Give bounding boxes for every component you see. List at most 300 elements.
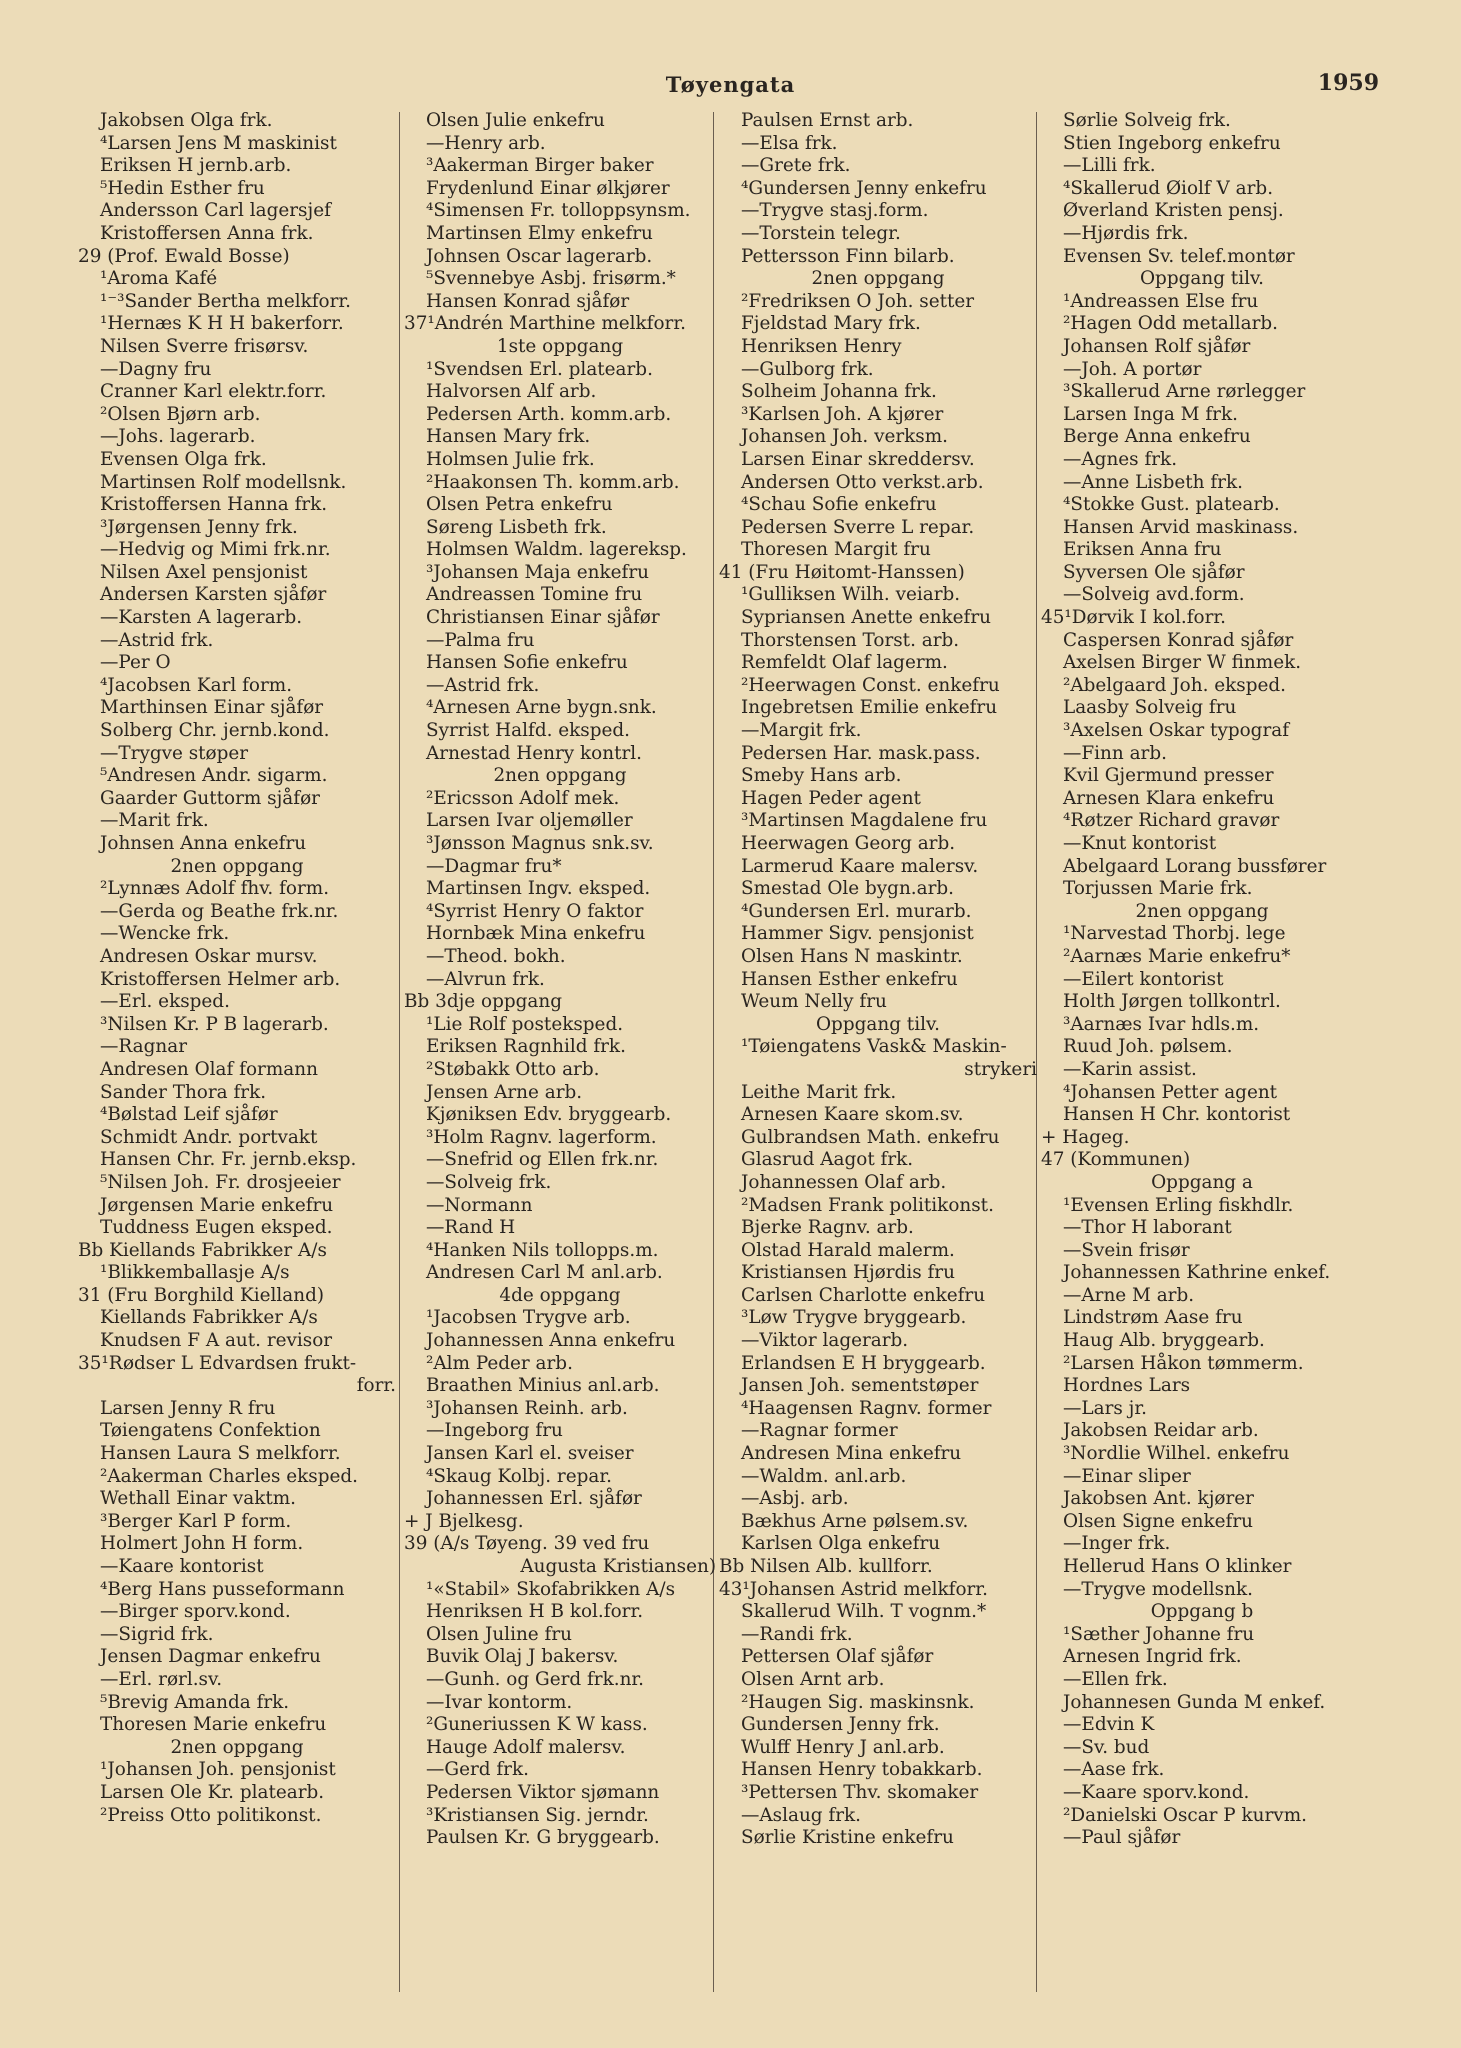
directory-entry: Holmert John H form. bbox=[100, 1533, 304, 1555]
directory-entry: Hansen Mary frk. bbox=[426, 426, 591, 448]
directory-entry: Olsen Petra enkefru bbox=[426, 494, 613, 516]
directory-entry: —Anne Lisbeth frk. bbox=[1063, 471, 1243, 493]
directory-entry: ³Martinsen Magdalene fru bbox=[741, 810, 988, 832]
directory-entry: Cranner Karl elektr.forr. bbox=[100, 381, 327, 403]
directory-entry: Martinsen Rolf modellsnk. bbox=[100, 471, 347, 493]
directory-entry: Olsen Signe enkefru bbox=[1063, 1510, 1253, 1532]
directory-entry: Hansen H Chr. kontorist bbox=[1063, 1104, 1291, 1126]
directory-entry: —Joh. A portør bbox=[1063, 358, 1202, 380]
directory-entry: —Viktor lagerarb. bbox=[741, 1330, 909, 1352]
directory-entry: —Knut kontorist bbox=[1063, 833, 1217, 854]
directory-entry: Sander Thora frk. bbox=[100, 1081, 267, 1103]
directory-entry: Jakobsen Ant. kjører bbox=[1063, 1488, 1254, 1510]
directory-entry: —Palma fru bbox=[426, 629, 535, 651]
directory-entry: Frydenlund Einar ølkjører bbox=[426, 177, 670, 199]
directory-entry: Andresen Carl M anl.arb. bbox=[426, 1262, 663, 1284]
directory-entry: —Kaare sporv.kond. bbox=[1063, 1781, 1250, 1803]
directory-entry: Andreassen Tomine fru bbox=[426, 584, 643, 606]
directory-entry: Sørlie Solveig frk. bbox=[1063, 110, 1231, 131]
directory-column-1 bbox=[78, 110, 396, 2010]
directory-entry: Stien Ingeborg enkefru bbox=[1063, 132, 1281, 154]
directory-entry: Holmsen Waldm. lagereksp. bbox=[426, 539, 687, 561]
directory-entry: ⁴Røtzer Richard gravør bbox=[1063, 810, 1280, 832]
directory-entry: ³Nordlie Wilhel. enkefru bbox=[1063, 1443, 1290, 1465]
directory-entry: Hordnes Lars bbox=[1063, 1375, 1191, 1397]
directory-entry: Torjussen Marie frk. bbox=[1063, 878, 1253, 900]
directory-entry: ³Johansen Maja enkefru bbox=[426, 561, 649, 583]
directory-entry: ¹Gulliksen Wilh. veiarb. bbox=[741, 584, 961, 606]
directory-entry: 37¹Andrén Marthine melkforr. bbox=[404, 313, 686, 335]
directory-entry: Gundersen Jenny frk. bbox=[741, 1714, 940, 1736]
directory-entry: Holmsen Julie frk. bbox=[426, 448, 595, 470]
section-heading: 2nen oppgang bbox=[170, 1736, 304, 1758]
directory-entry: Laasby Solveig fru bbox=[1063, 697, 1237, 719]
directory-entry: Smestad Ole bygn.arb. bbox=[741, 878, 955, 900]
directory-entry: Solheim Johanna frk. bbox=[741, 381, 937, 403]
section-heading: 1ste oppgang bbox=[496, 335, 624, 357]
directory-entry: forr. bbox=[356, 1375, 396, 1397]
directory-entry: Kristoffersen Helmer arb. bbox=[100, 968, 341, 990]
directory-entry: ¹Hernæs K H H bakerforr. bbox=[100, 313, 344, 335]
directory-entry: Braathen Minius anl.arb. bbox=[426, 1375, 660, 1397]
directory-entry: Arnestad Henry kontrl. bbox=[426, 742, 642, 764]
directory-entry: Hansen Konrad sjåfør bbox=[426, 290, 630, 312]
directory-entry: —Kaare kontorist bbox=[100, 1556, 264, 1577]
directory-entry: —Torstein telegr. bbox=[741, 222, 901, 244]
directory-entry: —Dagny fru bbox=[100, 358, 212, 380]
directory-entry: Thorstensen Torst. arb. bbox=[741, 629, 960, 651]
directory-entry: Andersson Carl lagersjef bbox=[100, 200, 331, 222]
directory-entry: Bb Kiellands Fabrikker A/s bbox=[78, 1239, 327, 1261]
section-heading: 4de oppgang bbox=[499, 1284, 621, 1306]
directory-entry: Hagen Peder agent bbox=[741, 787, 921, 809]
directory-entry: strykeri bbox=[964, 1058, 1037, 1080]
directory-entry: Remfeldt Olaf lagerm. bbox=[741, 652, 948, 674]
directory-entry: —Solveig avd.form. bbox=[1063, 584, 1245, 606]
directory-entry: ⁵Brevig Amanda frk. bbox=[100, 1691, 290, 1713]
directory-entry: Schmidt Andr. portvakt bbox=[100, 1126, 318, 1148]
directory-entry: —Thor H laborant bbox=[1063, 1217, 1232, 1239]
directory-entry: —Ellen frk. bbox=[1063, 1668, 1168, 1690]
directory-entry: Carlsen Charlotte enkefru bbox=[741, 1284, 986, 1306]
directory-entry: Pedersen Har. mask.pass. bbox=[741, 742, 981, 764]
directory-entry: Jansen Joh. sementstøper bbox=[741, 1375, 979, 1397]
directory-entry: ⁴Schau Sofie enkefru bbox=[741, 494, 937, 516]
directory-entry: 31 (Fru Borghild Kielland) bbox=[78, 1284, 325, 1306]
directory-entry: Hauge Adolf malersv. bbox=[426, 1736, 626, 1758]
directory-entry: —Margit frk. bbox=[741, 720, 862, 742]
directory-entry: ²Haugen Sig. maskinsnk. bbox=[741, 1691, 975, 1713]
directory-entry: ⁴Stokke Gust. platearb. bbox=[1063, 494, 1280, 516]
directory-column-4 bbox=[1041, 110, 1363, 2010]
directory-entry: Nilsen Sverre frisørsv. bbox=[100, 335, 309, 357]
directory-entry: ⁴Gundersen Erl. murarb. bbox=[741, 900, 972, 922]
directory-entry: —Paul sjåfør bbox=[1063, 1827, 1181, 1849]
directory-entry: ⁴Gundersen Jenny enkefru bbox=[741, 177, 987, 199]
directory-entry: —Trygve stasj.form. bbox=[741, 200, 929, 222]
directory-entry: Kvil Gjermund presser bbox=[1063, 765, 1274, 787]
directory-entry: Syversen Ole sjåfør bbox=[1063, 561, 1245, 583]
directory-entry: Abelgaard Lorang bussfører bbox=[1063, 855, 1327, 877]
directory-entry: Glasrud Aagot frk. bbox=[741, 1149, 914, 1171]
directory-entry: Paulsen Kr. G bryggearb. bbox=[426, 1827, 660, 1849]
directory-entry: Eriksen Anna fru bbox=[1063, 539, 1222, 561]
directory-entry: ²Larsen Håkon tømmerm. bbox=[1063, 1352, 1304, 1374]
directory-entry: 43¹Johansen Astrid melkforr. bbox=[719, 1578, 988, 1600]
directory-entry: —Ragnar former bbox=[741, 1420, 898, 1442]
directory-entry: Halvorsen Alf arb. bbox=[426, 381, 597, 403]
directory-entry: —Ragnar bbox=[100, 1036, 187, 1058]
directory-entry: —Erl. rørl.sv. bbox=[100, 1668, 223, 1690]
directory-entry: Kristoffersen Hanna frk. bbox=[100, 494, 328, 516]
directory-entry: —Edvin K bbox=[1063, 1714, 1155, 1736]
directory-entry: —Waldm. anl.arb. bbox=[741, 1465, 907, 1487]
directory-entry: ²Danielski Oscar P kurvm. bbox=[1063, 1804, 1307, 1826]
directory-entry: ³Jørgensen Jenny frk. bbox=[100, 516, 298, 538]
directory-entry: ³Jønsson Magnus snk.sv. bbox=[426, 833, 654, 854]
directory-entry: —Ingeborg fru bbox=[426, 1420, 563, 1442]
directory-entry: Eriksen H jernb.arb. bbox=[100, 155, 292, 177]
directory-entry: —Johs. lagerarb. bbox=[100, 426, 256, 448]
directory-entry: —Per O bbox=[100, 652, 171, 674]
directory-entry: Hansen Laura S melkforr. bbox=[100, 1443, 341, 1465]
directory-entry: Søreng Lisbeth frk. bbox=[426, 516, 607, 538]
directory-entry: ⁴Skallerud Øiolf V arb. bbox=[1063, 177, 1274, 199]
page-number: 1959 bbox=[1317, 70, 1379, 96]
directory-entry: ⁵Nilsen Joh. Fr. drosjeeier bbox=[100, 1171, 341, 1193]
section-heading: Oppgang b bbox=[1150, 1601, 1254, 1623]
directory-entry: —Henry arb. bbox=[426, 132, 546, 154]
directory-entry: Olsen Hans N maskintr. bbox=[741, 945, 963, 967]
directory-entry: Olsen Juline fru bbox=[426, 1623, 572, 1645]
directory-entry: ⁴Jacobsen Karl form. bbox=[100, 674, 293, 696]
directory-entry: ³Holm Ragnv. lagerform. bbox=[426, 1126, 657, 1148]
directory-entry: ²Fredriksen O Joh. setter bbox=[741, 290, 975, 312]
directory-entry: —Marit frk. bbox=[100, 810, 209, 832]
section-heading: Oppgang tilv. bbox=[1139, 268, 1265, 290]
directory-entry: Andresen Mina enkefru bbox=[741, 1443, 962, 1465]
directory-entry: Jensen Arne arb. bbox=[426, 1081, 583, 1103]
directory-entry: ²Preiss Otto politikonst. bbox=[100, 1804, 322, 1826]
directory-entry: Bækhus Arne pølsem.sv. bbox=[741, 1510, 969, 1532]
directory-entry: —Hedvig og Mimi frk.nr. bbox=[100, 539, 331, 561]
directory-entry: Bjerke Ragnv. arb. bbox=[741, 1217, 914, 1239]
directory-entry: Holth Jørgen tollkontrl. bbox=[1063, 991, 1281, 1013]
directory-entry: Bb 3dje oppgang bbox=[404, 991, 563, 1013]
directory-entry: ¹«Stabil» Skofabrikken A/s bbox=[426, 1578, 676, 1600]
directory-entry: Henriksen H B kol.forr. bbox=[426, 1601, 644, 1623]
directory-entry: Kristiansen Hjørdis fru bbox=[741, 1262, 955, 1284]
directory-entry: 39 (A/s Tøyeng. 39 ved fru bbox=[404, 1533, 650, 1555]
directory-entry: Sypriansen Anette enkefru bbox=[741, 607, 991, 629]
directory-entry: Hansen Chr. Fr. jernb.eksp. bbox=[100, 1149, 357, 1171]
directory-entry: Evensen Sv. telef.montør bbox=[1063, 245, 1295, 267]
directory-entry: Olstad Harald malerm. bbox=[741, 1239, 955, 1261]
directory-entry: —Karsten A lagerarb. bbox=[100, 607, 303, 629]
directory-entry: —Solveig frk. bbox=[426, 1171, 552, 1193]
directory-entry: Arnesen Kaare skom.sv. bbox=[741, 1104, 964, 1126]
directory-entry: 47 (Kommunen) bbox=[1041, 1149, 1191, 1171]
directory-entry: Leithe Marit frk. bbox=[741, 1081, 897, 1103]
directory-entry: ¹Johansen Joh. pensjonist bbox=[100, 1759, 336, 1781]
directory-entry: Karlsen Olga enkefru bbox=[741, 1533, 941, 1555]
directory-entry: Olsen Arnt arb. bbox=[741, 1668, 885, 1690]
directory-entry: ³Kristiansen Sig. jerndr. bbox=[426, 1804, 649, 1826]
directory-entry: —Svein frisør bbox=[1063, 1239, 1190, 1261]
directory-entry: —Randi frk. bbox=[741, 1623, 853, 1645]
directory-entry: Pedersen Arth. komm.arb. bbox=[426, 403, 672, 425]
directory-entry: —Asbj. arb. bbox=[741, 1488, 849, 1510]
directory-entry: ¹Lie Rolf posteksped. bbox=[426, 1013, 624, 1035]
directory-entry: ³Pettersen Thv. skomaker bbox=[741, 1781, 979, 1803]
directory-entry: Johannessen Olaf arb. bbox=[741, 1171, 947, 1193]
directory-columns bbox=[78, 110, 1398, 2010]
directory-entry: ¹⁻³Sander Bertha melkforr. bbox=[100, 290, 352, 312]
directory-entry: —Karin assist. bbox=[1063, 1058, 1197, 1080]
directory-entry: ¹Evensen Erling fiskhdlr. bbox=[1063, 1194, 1294, 1216]
directory-column-3 bbox=[719, 110, 1037, 2010]
directory-entry: —Gerd frk. bbox=[426, 1759, 529, 1781]
directory-entry: ¹Sæther Johanne fru bbox=[1063, 1623, 1255, 1645]
directory-entry: Wulff Henry J anl.arb. bbox=[741, 1736, 945, 1758]
directory-entry: Larsen Ivar oljemøller bbox=[426, 810, 633, 832]
directory-entry: —Lilli frk. bbox=[1063, 155, 1156, 177]
directory-entry: Øverland Kristen pensj. bbox=[1063, 200, 1284, 222]
directory-entry: Evensen Olga frk. bbox=[100, 448, 267, 470]
directory-entry: 41 (Fru Høitomt-Hanssen) bbox=[719, 561, 965, 583]
directory-entry: Martinsen Ingv. eksped. bbox=[426, 878, 651, 900]
directory-entry: —Astrid frk. bbox=[100, 629, 214, 651]
directory-entry: —Erl. eksped. bbox=[100, 991, 230, 1013]
directory-entry: ³Berger Karl P form. bbox=[100, 1510, 292, 1532]
directory-entry: Andresen Olaf formann bbox=[100, 1058, 318, 1080]
directory-entry: Jansen Karl el. sveiser bbox=[426, 1443, 634, 1465]
page-title: Tøyengata bbox=[665, 72, 796, 97]
directory-entry: Larsen Einar skreddersv. bbox=[741, 448, 975, 470]
directory-entry: Kristoffersen Anna frk. bbox=[100, 222, 314, 244]
directory-entry: —Dagmar fru* bbox=[426, 855, 562, 877]
directory-entry: ¹Aroma Kafé bbox=[100, 268, 218, 290]
directory-entry: 45¹Dørvik I kol.forr. bbox=[1041, 607, 1226, 629]
directory-entry: Hansen Sofie enkefru bbox=[426, 652, 628, 674]
directory-entry: Hammer Sigv. pensjonist bbox=[741, 923, 974, 945]
directory-entry: Lindstrøm Aase fru bbox=[1063, 1307, 1243, 1329]
directory-entry: Smeby Hans arb. bbox=[741, 765, 902, 787]
directory-entry: Tuddness Eugen eksped. bbox=[100, 1217, 333, 1239]
directory-entry: Gulbrandsen Math. enkefru bbox=[741, 1126, 1000, 1148]
directory-entry: —Finn arb. bbox=[1063, 742, 1167, 764]
directory-entry: ⁴Berg Hans pusseformann bbox=[100, 1578, 345, 1600]
directory-entry: ⁵Svennebye Asbj. frisørm.* bbox=[426, 268, 676, 290]
directory-entry: ⁴Hanken Nils tollopps.m. bbox=[426, 1239, 659, 1261]
directory-entry: ²Støbakk Otto arb. bbox=[426, 1058, 600, 1080]
directory-entry: —Astrid frk. bbox=[426, 674, 540, 696]
directory-entry: ⁵Hedin Esther fru bbox=[100, 177, 265, 199]
directory-entry: ³Skallerud Arne rørlegger bbox=[1063, 381, 1306, 403]
directory-entry: —Inger frk. bbox=[1063, 1533, 1171, 1555]
directory-entry: ³Karlsen Joh. A kjører bbox=[741, 403, 944, 425]
directory-entry: ⁴Johansen Petter agent bbox=[1063, 1081, 1278, 1103]
directory-entry: ²Alm Peder arb. bbox=[426, 1352, 573, 1374]
directory-entry: —Hjørdis frk. bbox=[1063, 222, 1189, 244]
directory-entry: Bb Nilsen Alb. kullforr. bbox=[719, 1556, 933, 1577]
directory-entry: —Ivar kontorm. bbox=[426, 1691, 573, 1713]
directory-entry: —Gerda og Beathe frk.nr. bbox=[100, 900, 339, 922]
directory-entry: ¹Andreassen Else fru bbox=[1063, 290, 1259, 312]
directory-entry: ⁴Bølstad Leif sjåfør bbox=[100, 1104, 278, 1126]
directory-entry: Larmerud Kaare malersv. bbox=[741, 855, 979, 877]
directory-entry: ²Ericsson Adolf mek. bbox=[426, 787, 620, 809]
directory-entry: —Elsa frk. bbox=[741, 132, 838, 154]
directory-entry: Pedersen Viktor sjømann bbox=[426, 1781, 660, 1803]
directory-entry: + Hageg. bbox=[1041, 1126, 1130, 1148]
directory-column-2 bbox=[404, 110, 716, 2010]
directory-entry: ²Aakerman Charles eksped. bbox=[100, 1465, 358, 1487]
directory-entry: —Trygve modellsnk. bbox=[1063, 1578, 1253, 1600]
directory-entry: ⁴Skaug Kolbj. repar. bbox=[426, 1465, 612, 1487]
directory-entry: Johnsen Oscar lagerarb. bbox=[426, 245, 653, 267]
directory-entry: ³Løw Trygve bryggearb. bbox=[741, 1307, 967, 1329]
directory-entry: ⁴Haagensen Ragnv. former bbox=[741, 1397, 992, 1419]
directory-entry: Johannessen Kathrine enkef. bbox=[1063, 1262, 1331, 1284]
directory-entry: —Aase frk. bbox=[1063, 1759, 1165, 1781]
directory-entry: Johannesen Gunda M enkef. bbox=[1063, 1691, 1326, 1713]
directory-entry: Solberg Chr. jernb.kond. bbox=[100, 720, 330, 742]
directory-entry: Hansen Henry tobakkarb. bbox=[741, 1759, 983, 1781]
directory-entry: ³Johansen Reinh. arb. bbox=[426, 1397, 628, 1419]
directory-entry: —Gunh. og Gerd frk.nr. bbox=[426, 1668, 645, 1690]
directory-entry: Larsen Inga M frk. bbox=[1063, 403, 1238, 425]
directory-entry: 35¹Rødser L Edvardsen frukt- bbox=[78, 1352, 357, 1374]
directory-entry: Thoresen Marie enkefru bbox=[100, 1714, 327, 1736]
directory-entry: ²Madsen Frank politikonst. bbox=[741, 1194, 994, 1216]
directory-entry: Berge Anna enkefru bbox=[1063, 426, 1251, 448]
directory-entry: ²Olsen Bjørn arb. bbox=[100, 403, 261, 425]
directory-entry: Weum Nelly fru bbox=[741, 991, 887, 1013]
directory-entry: Jensen Dagmar enkefru bbox=[100, 1646, 321, 1668]
directory-entry: Axelsen Birger W finmek. bbox=[1063, 652, 1302, 674]
directory-entry: Thoresen Margit fru bbox=[741, 539, 931, 561]
directory-entry: Martinsen Elmy enkefru bbox=[426, 222, 653, 244]
directory-entry: ²Heerwagen Const. enkefru bbox=[741, 674, 1000, 696]
section-heading: 2nen oppgang bbox=[493, 765, 627, 787]
directory-entry: ⁵Andresen Andr. sigarm. bbox=[100, 765, 328, 787]
directory-entry: Andersen Otto verkst.arb. bbox=[741, 471, 984, 493]
directory-entry: —Snefrid og Ellen frk.nr. bbox=[426, 1149, 659, 1171]
directory-entry: —Normann bbox=[426, 1194, 533, 1216]
directory-entry: Eriksen Ragnhild frk. bbox=[426, 1036, 626, 1058]
directory-entry: Pettersen Olaf sjåfør bbox=[741, 1646, 934, 1668]
directory-entry: —Arne M arb. bbox=[1063, 1284, 1195, 1306]
directory-entry: —Aslaug frk. bbox=[741, 1804, 862, 1826]
directory-entry: Skallerud Wilh. T vognm.* bbox=[741, 1601, 987, 1623]
directory-entry: Wethall Einar vaktm. bbox=[100, 1488, 297, 1510]
directory-entry: Hansen Esther enkefru bbox=[741, 968, 958, 990]
directory-entry: Christiansen Einar sjåfør bbox=[426, 607, 660, 629]
directory-entry: Jørgensen Marie enkefru bbox=[100, 1194, 334, 1216]
directory-entry: Heerwagen Georg arb. bbox=[741, 833, 956, 854]
section-heading: 2nen oppgang bbox=[170, 855, 304, 877]
section-heading: 2nen oppgang bbox=[1135, 900, 1269, 922]
directory-entry: ⁴Larsen Jens M maskinist bbox=[100, 132, 337, 154]
directory-entry: —Gulborg frk. bbox=[741, 358, 874, 380]
directory-entry: 29 (Prof. Ewald Bosse) bbox=[78, 245, 290, 267]
directory-entry: Larsen Ole Kr. platearb. bbox=[100, 1781, 325, 1803]
directory-entry: Nilsen Axel pensjonist bbox=[100, 561, 308, 583]
directory-entry: ²Aarnæs Marie enkefru* bbox=[1063, 945, 1291, 967]
directory-entry: ²Abelgaard Joh. eksped. bbox=[1063, 674, 1287, 696]
directory-entry: Syrrist Halfd. eksped. bbox=[426, 720, 631, 742]
directory-entry: —Trygve støper bbox=[100, 742, 249, 764]
directory-entry: Johansen Joh. verksm. bbox=[741, 426, 949, 448]
directory-entry: ¹Jacobsen Trygve arb. bbox=[426, 1307, 631, 1329]
directory-entry: —Eilert kontorist bbox=[1063, 968, 1224, 990]
directory-entry: Andersen Karsten sjåfør bbox=[100, 584, 327, 606]
directory-entry: ¹Blikkemballasje A/s bbox=[100, 1262, 290, 1284]
directory-entry: Olsen Julie enkefru bbox=[426, 110, 605, 131]
directory-entry: Sørlie Kristine enkefru bbox=[741, 1827, 954, 1849]
directory-entry: Hansen Arvid maskinass. bbox=[1063, 516, 1299, 538]
section-heading: Oppgang a bbox=[1151, 1171, 1253, 1193]
directory-entry: —Grete frk. bbox=[741, 155, 851, 177]
directory-entry: Paulsen Ernst arb. bbox=[741, 110, 914, 131]
directory-entry: —Einar sliper bbox=[1063, 1465, 1191, 1487]
directory-entry: ⁴Syrrist Henry O faktor bbox=[426, 900, 644, 922]
directory-entry: ³Aarnæs Ivar hdls.m. bbox=[1063, 1013, 1260, 1035]
directory-entry: ²Haakonsen Th. komm.arb. bbox=[426, 471, 680, 493]
section-heading: 2nen oppgang bbox=[811, 268, 945, 290]
directory-entry: Gaarder Guttorm sjåfør bbox=[100, 787, 320, 809]
directory-entry: —Wencke frk. bbox=[100, 923, 230, 945]
directory-entry: Arnesen Ingrid frk. bbox=[1063, 1646, 1242, 1668]
directory-entry: Kjøniksen Edv. bryggearb. bbox=[426, 1104, 672, 1126]
directory-entry: Knudsen F A aut. revisor bbox=[100, 1330, 333, 1352]
directory-entry: —Birger sporv.kond. bbox=[100, 1601, 291, 1623]
directory-entry: ⁴Simensen Fr. tolloppsynsm. bbox=[426, 200, 691, 222]
directory-entry: Jakobsen Reidar arb. bbox=[1063, 1420, 1259, 1442]
directory-entry: Arnesen Klara enkefru bbox=[1063, 787, 1275, 809]
directory-entry: Ruud Joh. pølsem. bbox=[1063, 1036, 1233, 1058]
directory-entry: Caspersen Konrad sjåfør bbox=[1063, 629, 1294, 651]
directory-entry: Johannessen Erl. sjåfør bbox=[426, 1488, 642, 1510]
directory-entry: ¹Narvestad Thorbj. lege bbox=[1063, 923, 1286, 945]
directory-entry: ²Guneriussen K W kass. bbox=[426, 1714, 648, 1736]
directory-entry: Marthinsen Einar sjåfør bbox=[100, 697, 324, 719]
directory-entry: Larsen Jenny R fru bbox=[100, 1397, 276, 1419]
directory-entry: Andresen Oskar mursv. bbox=[100, 945, 318, 967]
directory-entry: —Sigrid frk. bbox=[100, 1623, 214, 1645]
directory-entry: —Agnes frk. bbox=[1063, 448, 1178, 470]
directory-entry: Johansen Rolf sjåfør bbox=[1063, 335, 1251, 357]
directory-entry: Jakobsen Olga frk. bbox=[100, 110, 273, 131]
directory-entry: Augusta Kristiansen) bbox=[520, 1556, 716, 1577]
directory-entry: —Lars jr. bbox=[1063, 1397, 1147, 1419]
directory-entry: Henriksen Henry bbox=[741, 335, 902, 357]
directory-entry: ³Axelsen Oskar typograf bbox=[1063, 720, 1290, 742]
directory-entry: ¹Tøiengatens Vask& Maskin- bbox=[741, 1036, 1007, 1058]
section-heading: Oppgang tilv. bbox=[815, 1013, 941, 1035]
directory-entry: Fjeldstad Mary frk. bbox=[741, 313, 921, 335]
directory-entry: Hellerud Hans O klinker bbox=[1063, 1556, 1292, 1577]
directory-entry: ⁴Arnesen Arne bygn.snk. bbox=[426, 697, 657, 719]
directory-entry: —Rand H bbox=[426, 1217, 516, 1239]
directory-entry: Johannessen Anna enkefru bbox=[426, 1330, 676, 1352]
directory-entry: ²Lynnæs Adolf fhv. form. bbox=[100, 878, 330, 900]
directory-entry: Erlandsen E H bryggearb. bbox=[741, 1352, 986, 1374]
directory-entry: —Theod. bokh. bbox=[426, 945, 566, 967]
directory-entry: + J Bjelkesg. bbox=[404, 1510, 524, 1532]
directory-entry: Pedersen Sverre L repar. bbox=[741, 516, 975, 538]
